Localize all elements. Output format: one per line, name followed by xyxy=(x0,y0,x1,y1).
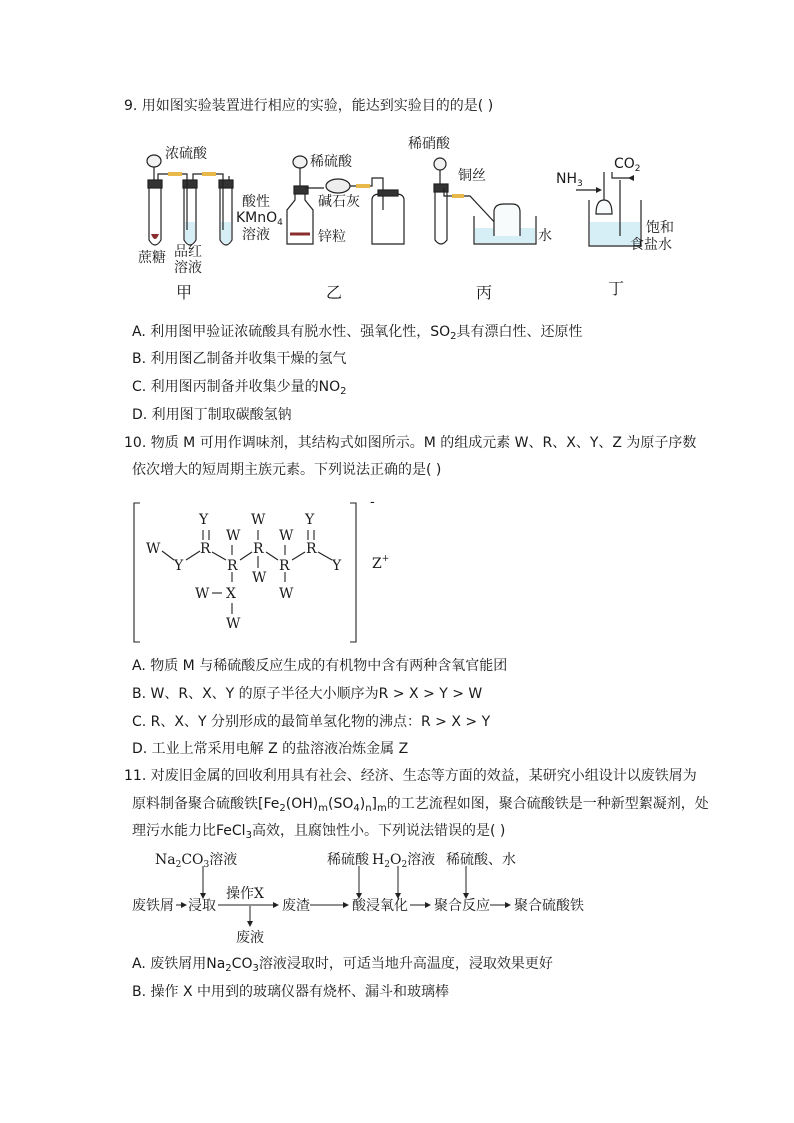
flow-poly-rxn: 聚合反应 xyxy=(434,898,490,914)
q9-apparatus-figure xyxy=(0,128,794,328)
q11-stem-line3: 理污水能力比FeCl$_3$高效，且腐蚀性小。下列说法错误的是( ) xyxy=(132,823,506,841)
flow-na2co3: $Na_2CO_3$溶液 xyxy=(155,852,238,870)
flow-leach: 浸取 xyxy=(188,898,216,914)
label-kmno4-soln: 溶液 xyxy=(242,227,270,243)
label-co2: $CO_2$ xyxy=(614,156,641,174)
atom-r-1: R xyxy=(200,541,211,557)
flow-scrap: 废铁屑 xyxy=(132,898,174,914)
flow-op-x: 操作X xyxy=(226,886,264,902)
q10-option-c[interactable]: C. R、X、Y 分别形成的最简单氢化物的沸点：R > X > Y xyxy=(132,714,491,730)
atom-w-r4: W xyxy=(279,586,294,602)
q9-stem: 9. 用如图实验装置进行相应的实验，能达到实验目的的是( ) xyxy=(124,98,494,114)
q10-structure-figure xyxy=(0,490,794,650)
atom-r-4: R xyxy=(279,558,290,574)
q9-option-b[interactable]: B. 利用图乙制备并收集干燥的氢气 xyxy=(132,351,347,367)
label-nh3: $NH_3$ xyxy=(556,171,583,189)
caption-yi: 乙 xyxy=(326,283,343,302)
q10-stem-line1: 10. 物质 M 可用作调味剂，其结构式如图所示。M 的组成元素 W、R、X、Y、Z 为原子序数 xyxy=(124,435,697,451)
atom-y-top-left: Y xyxy=(199,512,209,528)
atom-w-top-1: W xyxy=(226,528,241,544)
label-pinhong: 品红 xyxy=(174,244,202,260)
label-water: 水 xyxy=(538,228,552,244)
q10-option-d[interactable]: D. 工业上常采用电解 Z 的盐溶液冶炼金属 Z xyxy=(132,741,409,757)
atom-r-5: R xyxy=(306,541,317,557)
flow-waste-liquid: 废液 xyxy=(236,930,264,946)
atom-w-mid: W xyxy=(252,570,267,586)
q9-option-c[interactable]: C. 利用图丙制备并收集少量的$NO_2$ xyxy=(132,379,347,397)
atom-w-top-2: W xyxy=(251,512,266,528)
q11-stem-line1: 11. 对废旧金属的回收利用具有社会、经济、生态等方面的效益，某研究小组设计以废铁屑为 xyxy=(124,768,697,784)
label-kmno4: KMnO$_4$ xyxy=(236,210,283,228)
q10-option-b[interactable]: B. W、R、X、Y 的原子半径大小顺序为R > X > Y > W xyxy=(132,686,483,702)
q11-option-a[interactable]: A. 废铁屑用$Na_2CO_3$溶液浸取时，可适当地升高温度，浸取效果更好 xyxy=(132,956,553,974)
atom-y-left: Y xyxy=(174,558,184,574)
q10-stem-line2: 依次增大的短周期主族元素。下列说法正确的是( ) xyxy=(132,462,442,478)
atom-w-x: W xyxy=(195,586,210,602)
label-dilute-h2so4: 稀硫酸 xyxy=(310,154,352,170)
q10-option-a[interactable]: A. 物质 M 与稀硫酸反应生成的有机物中含有两种含氧官能团 xyxy=(132,658,508,674)
flow-dil-h2so4: 稀硫酸 xyxy=(327,852,369,868)
flow-dil-acid-water: 稀硫酸、水 xyxy=(446,852,516,868)
q11-option-b[interactable]: B. 操作 X 中用到的玻璃仪器有烧杯、漏斗和玻璃棒 xyxy=(132,984,449,1000)
atom-w-bottom: W xyxy=(226,616,241,632)
atom-x: X xyxy=(226,586,236,602)
label-copper-wire: 铜丝 xyxy=(458,168,486,184)
flow-product: 聚合硫酸铁 xyxy=(514,898,584,914)
atom-r-2: R xyxy=(227,558,238,574)
label-soda-lime: 碱石灰 xyxy=(318,194,360,210)
cation-z: Z+ xyxy=(372,554,390,572)
atom-r-3: R xyxy=(253,541,264,557)
atom-w-left: W xyxy=(146,541,161,557)
q11-stem-line2: 原料制备聚合硫酸铁$[Fe_2(OH)_m(SO_4)_n]_m$的工艺流程如图，聚合硫酸铁是一种新型絮凝剂，处 xyxy=(132,796,709,814)
atom-w-top-3: W xyxy=(279,528,294,544)
label-conc-h2so4: 浓硫酸 xyxy=(165,146,207,162)
q11-flowchart xyxy=(0,846,794,946)
label-saturated: 饱和 xyxy=(646,220,674,236)
label-dilute-hno3: 稀硝酸 xyxy=(408,136,450,152)
label-pinhong-soln: 溶液 xyxy=(174,260,202,276)
label-zinc: 锌粒 xyxy=(318,229,346,245)
flow-acid-ox: 酸浸氧化 xyxy=(352,898,408,914)
label-sucrose: 蔗糖 xyxy=(138,250,166,266)
caption-ding: 丁 xyxy=(608,279,625,298)
q9-option-a[interactable]: A. 利用图甲验证浓硫酸具有脱水性、强氧化性，$SO_2$具有漂白性、还原性 xyxy=(132,324,583,342)
q9-option-d[interactable]: D. 利用图丁制取碳酸氢钠 xyxy=(132,407,292,423)
flow-residue: 废渣 xyxy=(282,898,310,914)
charge-minus: - xyxy=(370,494,375,510)
atom-y-top-right: Y xyxy=(305,512,315,528)
caption-jia: 甲 xyxy=(176,283,193,302)
label-acidic: 酸性 xyxy=(242,194,270,210)
label-brine: 食盐水 xyxy=(630,237,672,253)
caption-bing: 丙 xyxy=(476,283,493,302)
flow-h2o2: $H_2O_2$溶液 xyxy=(372,852,436,870)
atom-y-right: Y xyxy=(332,558,342,574)
